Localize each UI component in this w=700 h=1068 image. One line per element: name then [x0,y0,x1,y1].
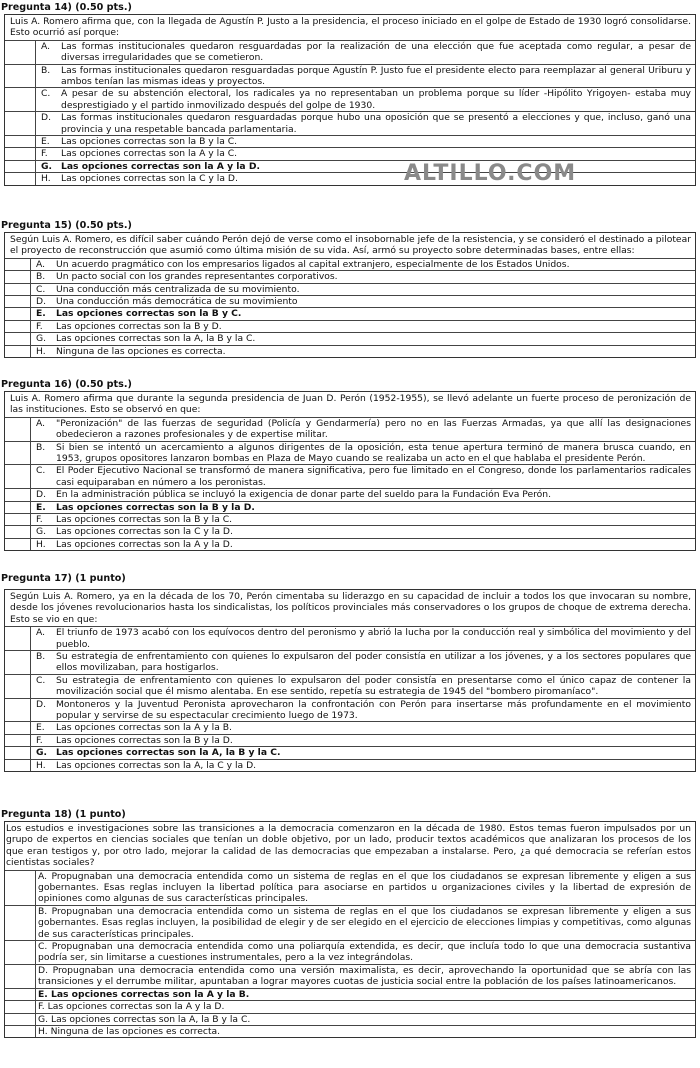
question-table [4,589,696,772]
option-text: Las formas institucionales quedaron resguardadas por la realización de una elección que fue aceptada como regular, a pesar de diversas irregularidades que se cometieron. [61,40,691,64]
option-label: E. [36,722,45,734]
option-row [5,295,695,307]
option-gutter [5,465,31,488]
option-label: F. [36,514,43,526]
option-label: E. [36,308,46,320]
option-gutter [5,41,36,64]
option-label: H. [36,759,46,771]
option-label: C. [36,674,46,686]
watermark: ALTILLO.COM [404,161,577,186]
option-label: H. [36,345,46,357]
option-row [5,698,695,722]
option-gutter [5,321,31,332]
question-stem: Luis A. Romero afirma que durante la segunda presidencia de Juan D. Perón (1952-1955), se llevó adelante un fuerte proceso de peronización de las instituciones. Esto se observó en que: [10,393,691,416]
question-title: Pregunta 18) (1 punto) [1,809,126,820]
option-row [5,734,695,746]
option-text: Si bien se intentó un acercamiento a algunos dirigentes de la oposición, esta tenue apertura terminó de manera brusca cuando, en 1953, grupos opositores lanzaron bombas en Plaza de Mayo cuando se realizaba un acto en el que hablaba el presidente Perón. [56,441,691,465]
option-gutter [5,627,31,650]
option-row [5,332,695,344]
option-row [5,940,695,964]
option-text: Las opciones correctas son la C y la D. [61,173,238,185]
question-stem: Los estudios e investigaciones sobre las transiciones a la democracia comenzaron en la década de 1980. Estos temas fueron impulsados por un grupo de expertos en ciencias sociales que tenían un doble objetivo, por un lado, producir textos académicos que analizaran los procesos de los que eran testigos y, por otro lado, mejorar la calidad de las democracias que empezaban a instalarse. Pero, ¿a qué democracia se referían estos cientistas sociales? [6,823,691,869]
option-text: Las opciones correctas son la A y la D. [56,538,233,550]
question-title: Pregunta 15) (0.50 pts.) [1,220,132,231]
question-table [4,14,696,186]
option-row [5,417,695,441]
option-row [5,345,695,357]
option-label: F. [36,734,43,746]
option-label: D. [36,489,46,501]
option-text: Las opciones correctas son la C y la D. [56,526,233,538]
option-label: A. [41,40,51,52]
option-label: D. [41,112,51,124]
option-label: H. [41,173,51,185]
option-text: D. Propugnaban una democracia entendida como una versión maximalista, es decir, aprovechando la oportunidad que se abría con las transiciones y el derrumbe militar, apuntaban a lograr mayores cuotas de justicia social entre la población de los países latinoamericanos. [38,964,691,988]
option-text: Las formas institucionales quedaron resguardadas porque hubo una oposición que se presentó a elecciones y que, incluso, ganó una provincia y una respetable bancada parlamentaria. [61,112,691,135]
option-text: El triunfo de 1973 acabó con los equívocos dentro del peronismo y abrió la lucha por la conducción real y simbólica del movimiento y del pueblo. [56,627,691,650]
option-label: A. [36,627,46,639]
option-row [5,135,695,147]
option-gutter [5,173,36,184]
option-row [5,650,695,674]
option-gutter [5,735,31,746]
option-text: Un acuerdo pragmático con los empresarios ligados al capital extranjero, especialmente de los Estados Unidos. [56,258,570,270]
option-row [5,759,695,771]
option-text: Un pacto social con los grandes representantes corporativos. [56,271,338,283]
option-row [5,160,695,172]
option-row [5,320,695,332]
option-row [5,525,695,537]
option-gutter [5,333,31,344]
option-gutter [5,112,36,135]
option-row [5,64,695,88]
option-row [5,1000,695,1012]
question-title: Pregunta 17) (1 punto) [1,573,126,584]
question-14 [0,2,700,186]
option-gutter [5,148,36,159]
option-text: C. Propugnaban una democracia entendida como una poliarquía extendida, es decir, que incluía todo lo que una democracia sustantiva podría ser, sin limitarse a cuestiones instrumentales, pero a la vez integrándolas. [38,941,691,964]
option-row [5,905,695,940]
option-gutter [5,906,36,940]
question-stem: Luis A. Romero afirma que, con la llegada de Agustín P. Justo a la presidencia, el proceso iniciado en el golpe de Estado de 1930 logró consolidarse. Esto ocurrió así porque: [10,16,691,39]
option-gutter [5,675,31,698]
option-row [5,1013,695,1025]
option-label: E. [41,136,50,148]
option-gutter [5,489,31,500]
option-row [5,270,695,282]
option-gutter [5,259,31,270]
option-text: Las opciones correctas son la A, la C y la D. [56,759,257,771]
option-text: Las opciones correctas son la A y la D. [61,160,260,172]
option-text: Las opciones correctas son la A, la B y la C. [56,747,281,759]
option-label: B. [36,651,46,663]
option-gutter [5,1001,36,1012]
option-text: E. Las opciones correctas son la A y la B. [38,988,250,1000]
option-row [5,870,695,905]
option-label: D. [36,296,46,308]
option-gutter [5,442,31,465]
option-gutter [5,965,36,988]
option-text: Una conducción más democrática de su movimiento [56,296,298,308]
option-text: El Poder Ejecutivo Nacional se transformó de manera significativa, pero fue limitado en el Congreso, donde los parlamentarios radicales casi equiparaban en número a los peronistas. [56,465,691,488]
option-row [5,307,695,319]
option-gutter [5,1014,36,1025]
option-label: B. [36,441,46,453]
option-label: D. [36,698,46,710]
option-label: A. [36,417,46,429]
option-row [5,721,695,733]
option-text: Las opciones correctas son la B y C. [56,308,242,320]
option-label: C. [41,88,51,100]
option-label: B. [36,271,46,283]
option-row [5,258,695,270]
option-gutter [5,65,36,88]
option-row [5,746,695,758]
option-gutter [5,296,31,307]
option-gutter [5,871,36,905]
option-text: A. Propugnaban una democracia entendida como un sistema de reglas en el que los ciudadanos se expresan libremente y eligen a sus gobernantes. Esas reglas incluyen la libertad política para asociarse en partidos u organizaciones civiles y la libertad de expresión de opiniones como algunas de sus características principales. [38,870,691,905]
option-row [5,988,695,1000]
option-text: Las opciones correctas son la A y la C. [61,148,238,160]
option-gutter [5,161,36,172]
option-text: Una conducción más centralizada de su movimiento. [56,283,300,295]
option-row [5,513,695,525]
option-gutter [5,699,31,722]
option-label: E. [36,501,46,513]
question-table [4,821,696,1038]
option-text: Las opciones correctas son la A, la B y la C. [56,333,256,345]
question-title: Pregunta 16) (0.50 pts.) [1,379,132,390]
option-row [5,674,695,698]
option-gutter [5,136,36,147]
option-text: Ninguna de las opciones es correcta. [56,345,226,357]
option-gutter [5,514,31,525]
option-row [5,87,695,111]
option-text: En la administración pública se incluyó la exigencia de donar parte del sueldo para la Fundación Eva Perón. [56,489,552,501]
question-stem: Según Luis A. Romero, es difícil saber cuándo Perón dejó de verse como el insobornable jefe de la resistencia, y se consideró el destinado a pilotear el proyecto de reconstrucción que asumió como última misión de su vida. Así, armó su proyecto sobre determinadas bases, entre ellas: [10,234,691,257]
option-gutter [5,418,31,441]
question-16 [0,379,700,551]
option-gutter [5,308,31,319]
question-table [4,391,696,551]
option-text: Montoneros y la Juventud Peronista aprovecharon la confrontación con Perón para insertarse más profundamente en el movimiento popular y servirse de su espectacular crecimiento luego de 1973. [56,698,691,722]
option-gutter [5,760,31,771]
question-stem: Según Luis A. Romero, ya en la década de los 70, Perón cimentaba su liderazgo en su capacidad de incluir a todos los que invocaran su nombre, desde los jóvenes revolucionarios hasta los sindicalistas, los políticos provinciales más conservadores o los grupos de choque de extrema derecha. Esto se vio en que: [10,591,691,625]
option-gutter [5,526,31,537]
option-text: Las opciones correctas son la B y la D. [56,501,255,513]
option-gutter [5,989,36,1000]
option-row [5,1025,695,1037]
option-text: Las formas institucionales quedaron resguardadas porque Agustín P. Justo fue el presidente electo para reemplazar al general Uriburu y ambos tenían las mismas ideas y proyectos. [61,64,691,88]
option-label: A. [36,258,46,270]
option-label: B. [41,64,51,76]
option-gutter [5,539,31,550]
option-row [5,172,695,184]
option-gutter [5,1026,36,1037]
option-label: F. [41,148,48,160]
option-text: A pesar de su abstención electoral, los radicales ya no representaban un problema porque su líder -Hipólito Yrigoyen- estaba muy desprestigiado y el partido inmovilizado después del golpe de 1930. [61,88,691,111]
option-row [5,538,695,550]
option-label: G. [36,526,47,538]
option-label: C. [36,465,46,477]
option-row [5,441,695,465]
option-text: Las opciones correctas son la B y la C. [56,514,233,526]
option-label: C. [36,283,46,295]
option-gutter [5,747,31,758]
option-text: Las opciones correctas son la B y la C. [61,136,238,148]
option-label: G. [36,333,47,345]
option-label: H. [36,538,46,550]
question-17 [0,573,700,772]
option-row [5,964,695,988]
question-title: Pregunta 14) (0.50 pts.) [1,2,132,13]
option-gutter [5,502,31,513]
option-text: Las opciones correctas son la B y D. [56,320,222,332]
option-row [5,501,695,513]
option-text: Las opciones correctas son la A y la B. [56,722,232,734]
option-gutter [5,941,36,964]
option-row [5,626,695,650]
option-text: "Peronización" de las fuerzas de seguridad (Policía y Gendarmería) pero no en las Fuerzas Armadas, ya que allí las designaciones obedecieron a razones profesionales y de expertise militar. [56,417,691,441]
option-gutter [5,722,31,733]
question-15 [0,220,700,358]
option-gutter [5,88,36,111]
option-label: F. [36,320,43,332]
option-text: G. Las opciones correctas son la A, la B y la C. [38,1013,251,1025]
option-text: Las opciones correctas son la B y la D. [56,734,233,746]
option-label: G. [41,160,53,172]
option-row [5,283,695,295]
option-gutter [5,651,31,674]
option-row [5,464,695,488]
option-row [5,147,695,159]
option-text: Su estrategia de enfrentamiento con quienes lo expulsaron del poder consistía en utilizar a los jóvenes, y a los sectores populares que ellos movilizaban, para hostigarlos. [56,651,691,674]
question-table [4,232,696,358]
option-row [5,488,695,500]
option-row [5,111,695,135]
option-gutter [5,346,31,357]
option-label: G. [36,747,48,759]
option-text: H. Ninguna de las opciones es correcta. [38,1025,221,1037]
option-gutter [5,271,31,282]
option-text: F. Las opciones correctas son la A y la D. [38,1001,225,1013]
question-18 [0,809,700,1038]
option-row [5,40,695,64]
option-gutter [5,284,31,295]
option-text: B. Propugnaban una democracia entendida como un sistema de reglas en el que los ciudadanos se expresan libremente y eligen a sus gobernantes. Esas reglas incluyen, la posibilidad de elegir y de ser elegido en el ejercicio de elecciones limpias y competitivas, como algunas de sus características principales. [38,905,691,940]
option-text: Su estrategia de enfrentamiento con quienes lo expulsaron del poder consistía en presentarse como el único capaz de contener la movilización social que él mismo alentaba. En ese sentido, repetía su estrategia de 1945 del "bombero piromaníaco". [56,674,691,698]
